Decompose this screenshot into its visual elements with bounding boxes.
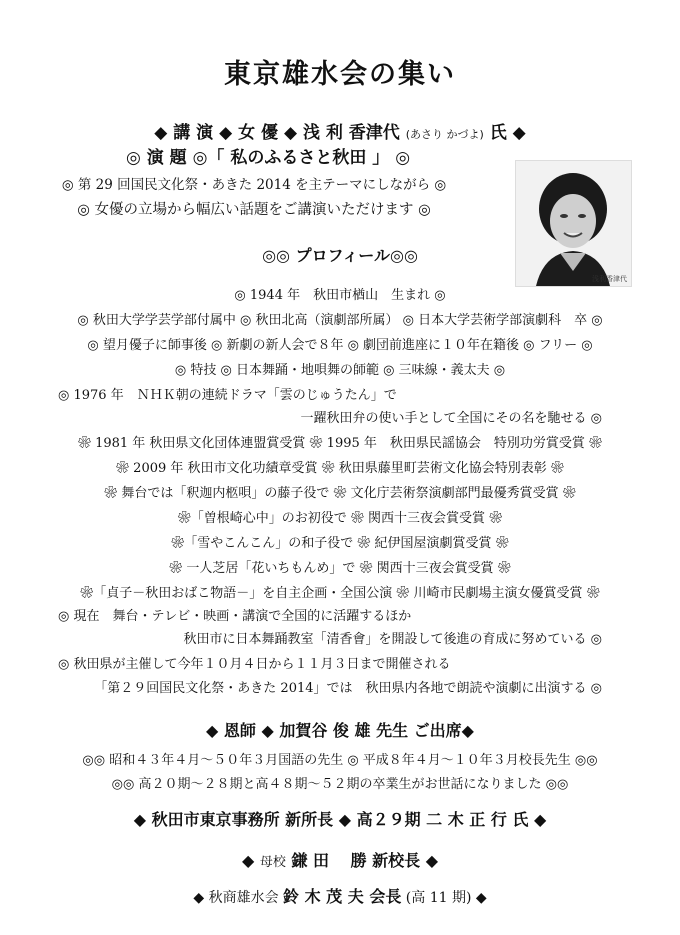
double-circle-icon: ◎ [125, 148, 141, 168]
profile-line: 一躍秋田弁の使い手として全国にその名を馳せる ◎ [300, 411, 602, 426]
profile-line: ❀ 舞台では「釈迦内柩唄」の藤子役で ❀ 文化庁芸術祭演劇部門最優秀賞受賞 ❀ [104, 486, 576, 501]
speaker-photo [515, 160, 632, 287]
profile-line: 秋田市に日本舞踊教室「清香會」を開設して後進の育成に努めている ◎ [183, 632, 602, 647]
theme-label: 演 題 [146, 148, 187, 168]
speaker-name: 浅 利 香津代 [302, 123, 400, 143]
double-circle-icon: ◎◎ [262, 246, 290, 265]
diamond-icon: ◆ [154, 123, 168, 143]
diamond-icon: ◆ [219, 123, 233, 143]
diamond-icon: ◆ [475, 890, 487, 906]
teacher-line: ◎◎ 昭和４３年４月～５０年３月国語の先生 ◎ 平成８年４月～１０年３月校長先生 ◎◎ [82, 753, 598, 768]
diamond-icon: ◆ [193, 890, 205, 906]
diamond-icon: ◆ [425, 851, 439, 870]
profile-line: ◎ 秋田県が主催して今年１０月４日から１１月３日まで開催される [58, 657, 451, 672]
speaker-honorific: 氏 [489, 123, 507, 143]
double-circle-icon: ◎◎ [389, 246, 418, 265]
diamond-icon: ◆ [512, 123, 526, 143]
profile-line: ❀ 一人芝居「花いちもんめ」で ❀ 関西十三夜会賞受賞 ❀ [169, 561, 511, 576]
association-prefix: 秋商雄水会 [208, 890, 279, 906]
portrait-image [516, 161, 631, 286]
page-title: 東京雄水会の集い [224, 59, 456, 90]
actress-label: 女 優 [238, 123, 279, 143]
speaker-reading: (あさり かづよ) [405, 128, 484, 141]
profile-line: ◎ 1944 年 秋田市楢山 生まれ ◎ [234, 288, 446, 303]
principal-prefix: 母校 [259, 855, 286, 870]
profile-line: ❀ 1981 年 秋田県文化団体連盟賞受賞 ❀ 1995 年 秋田県民謡協会 特別功労賞受賞 ❀ [77, 436, 603, 451]
diamond-icon: ◆ [241, 851, 255, 870]
theme-text: 「 私のふるさと秋田 」 [207, 148, 390, 168]
profile-line: ❀ 2009 年 秋田市文化功績章受賞 ❀ 秋田県藤里町芸術文化協会特別表彰 ❀ [116, 461, 564, 476]
principal-name: 鎌 田 勝 新校長 [291, 851, 421, 870]
intro-line-1: ◎ 第 29 回国民文化祭・あきた 2014 を主テーマにしながら ◎ [61, 177, 447, 193]
lecture-line [0, 122, 680, 146]
profile-line: ◎ 現在 舞台・テレビ・映画・講演で全国的に活躍するほか [58, 609, 412, 624]
profile-line: ◎ 望月優子に師事後 ◎ 新劇の新人会で８年 ◎ 劇団前進座に１０年在籍後 ◎ フリー ◎ [87, 338, 593, 353]
office-line: ◆ 秋田市東京事務所 新所長 ◆ 高２９期 二 木 正 行 氏 ◆ [133, 810, 547, 829]
association-suffix: (高 11 期) [405, 890, 472, 906]
principal-line [0, 850, 680, 874]
teacher-heading: ◆ 恩師 ◆ 加賀谷 俊 雄 先生 ご出席◆ [206, 721, 474, 740]
association-chair: 鈴 木 茂 夫 会長 [283, 887, 402, 906]
double-circle-icon: ◎ [395, 148, 411, 168]
teacher-line: ◎◎ 高２０期～２８期と高４８期～５２期の卒業生がお世話になりました ◎◎ [111, 777, 569, 792]
profile-line: ❀「貞子－秋田おばこ物語－」を自主企画・全国公演 ❀ 川崎市民劇場主演女優賞受賞 ❀ [80, 586, 600, 601]
lecture-label: 講 演 [173, 123, 214, 143]
profile-line: ❀「雪やこんこん」の和子役で ❀ 紀伊国屋演劇賞受賞 ❀ [171, 536, 509, 551]
profile-line: ◎ 特技 ◎ 日本舞踊・地唄舞の師範 ◎ 三味線・義太夫 ◎ [174, 363, 506, 378]
intro-line-2: ◎ 女優の立場から幅広い話題をご講演いただけます ◎ [77, 202, 431, 218]
profile-line: ◎ 秋田大学学芸学部付属中 ◎ 秋田北高（演劇部所属） ◎ 日本大学芸術学部演劇科 卒 ◎ [77, 313, 603, 328]
photo-caption: 浅利香津代 [592, 275, 627, 283]
profile-heading: ◎◎ プロフィール◎◎ [262, 246, 418, 265]
profile-line: ◎ 1976 年 ＮＨＫ朝の連続ドラマ「雲のじゅうたん」で [58, 388, 397, 403]
diamond-icon: ◆ [283, 123, 298, 143]
association-line [0, 888, 680, 907]
double-circle-icon: ◎ [192, 148, 208, 168]
profile-line: ❀「曽根崎心中」のお初役で ❀ 関西十三夜会賞受賞 ❀ [177, 511, 503, 526]
profile-line: 「第２９回国民文化祭・あきた 2014」では 秋田県内各地で朗読や演劇に出演する ◎ [94, 681, 602, 696]
